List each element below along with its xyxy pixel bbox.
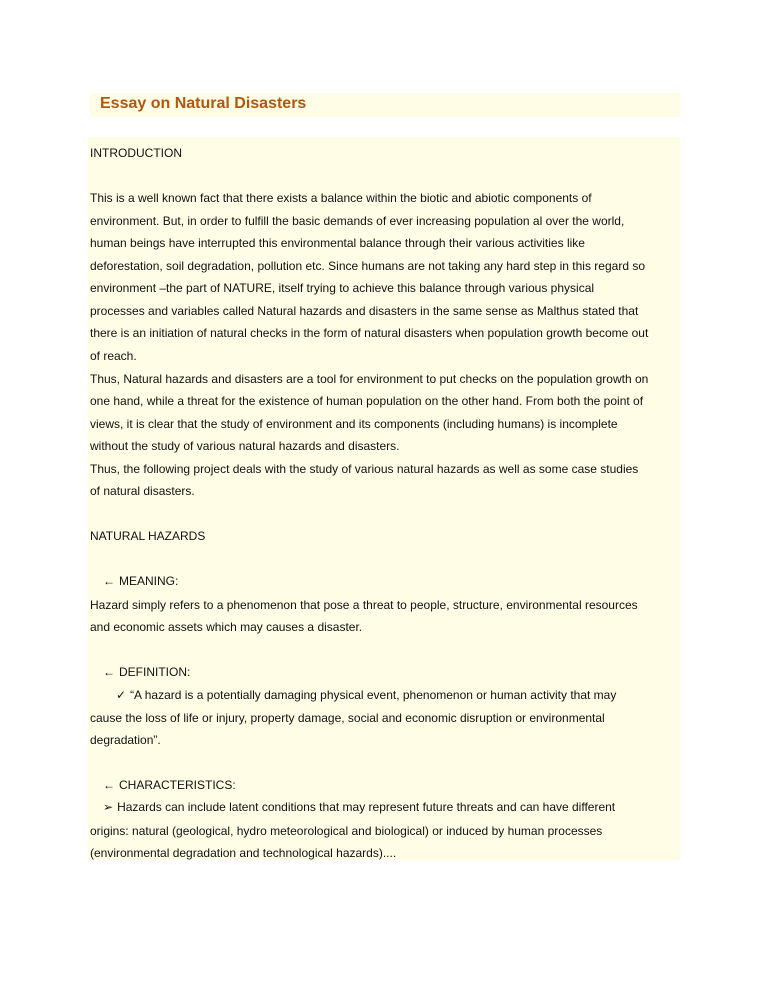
- paragraph-line: Thus, the following project deals with the study of various natural hazards as well as some case studies: [90, 462, 639, 476]
- paragraph-line: one hand, while a threat for the existence of human population on the other hand. From both the point of: [90, 394, 644, 408]
- paragraph-line: deforestation, soil degradation, pollution etc. Since humans are not taking any hard step in this regard so: [90, 259, 646, 273]
- paragraph-line: Hazard simply refers to a phenomenon that pose a threat to people, structure, environmental resources: [90, 598, 638, 612]
- paragraph-line: degradation”.: [90, 733, 161, 747]
- paragraph-line: views, it is clear that the study of environment and its components (including humans) is incomplete: [90, 417, 618, 431]
- page-title: Essay on Natural Disasters: [100, 95, 307, 112]
- definition-heading: [103, 665, 190, 680]
- definition-quote-text: “A hazard is a potentially damaging physical event, phenomenon or human activity that may: [130, 688, 617, 702]
- pointer-arrow-icon: ➢: [103, 800, 114, 814]
- paragraph-line: This is a well known fact that there exists a balance within the biotic and abiotic components of: [90, 191, 592, 205]
- characteristics-heading: [103, 778, 236, 793]
- characteristics-first-line: [103, 800, 615, 815]
- left-arrow-icon: ←: [103, 778, 115, 792]
- paragraph-line: (environmental degradation and technological hazards)....: [90, 846, 397, 860]
- left-arrow-icon: ←: [103, 665, 115, 679]
- natural-hazards-heading: NATURAL HAZARDS: [90, 529, 206, 543]
- paragraph-line: cause the loss of life or injury, property damage, social and economic disruption or environmental: [90, 711, 605, 725]
- paragraph-line: without the study of various natural hazards and disasters.: [90, 439, 400, 453]
- paragraph-line: and economic assets which may causes a disaster.: [90, 620, 363, 634]
- meaning-label: MEANING:: [119, 574, 179, 588]
- paragraph-line: there is an initiation of natural checks in the form of natural disasters when population growth become out: [90, 326, 649, 340]
- definition-quote-first-line: [116, 688, 616, 703]
- introduction-heading: INTRODUCTION: [90, 146, 182, 160]
- essay-body: [88, 137, 680, 860]
- left-arrow-icon: ←: [103, 574, 115, 588]
- paragraph-line: human beings have interrupted this environmental balance through their various activities like: [90, 236, 585, 250]
- paragraph-line: origins: natural (geological, hydro meteorological and biological) or induced by human processes: [90, 824, 603, 838]
- definition-label: DEFINITION:: [119, 665, 191, 679]
- meaning-heading: [103, 574, 178, 589]
- title-band: [90, 93, 680, 117]
- paragraph-line: environment. But, in order to fulfill the basic demands of ever increasing population al over the world,: [90, 214, 625, 228]
- paragraph-line: processes and variables called Natural hazards and disasters in the same sense as Malthus stated that: [90, 304, 639, 318]
- paragraph-line: of natural disasters.: [90, 484, 195, 498]
- paragraph-line: of reach.: [90, 349, 137, 363]
- characteristics-label: CHARACTERISTICS:: [119, 778, 236, 792]
- paragraph-line: environment –the part of NATURE, itself trying to achieve this balance through various physical: [90, 281, 595, 295]
- check-mark-icon: ✓: [116, 688, 127, 702]
- characteristics-text: Hazards can include latent conditions that may represent future threats and can have different: [117, 800, 616, 814]
- paragraph-line: Thus, Natural hazards and disasters are a tool for environment to put checks on the population growth on: [90, 372, 649, 386]
